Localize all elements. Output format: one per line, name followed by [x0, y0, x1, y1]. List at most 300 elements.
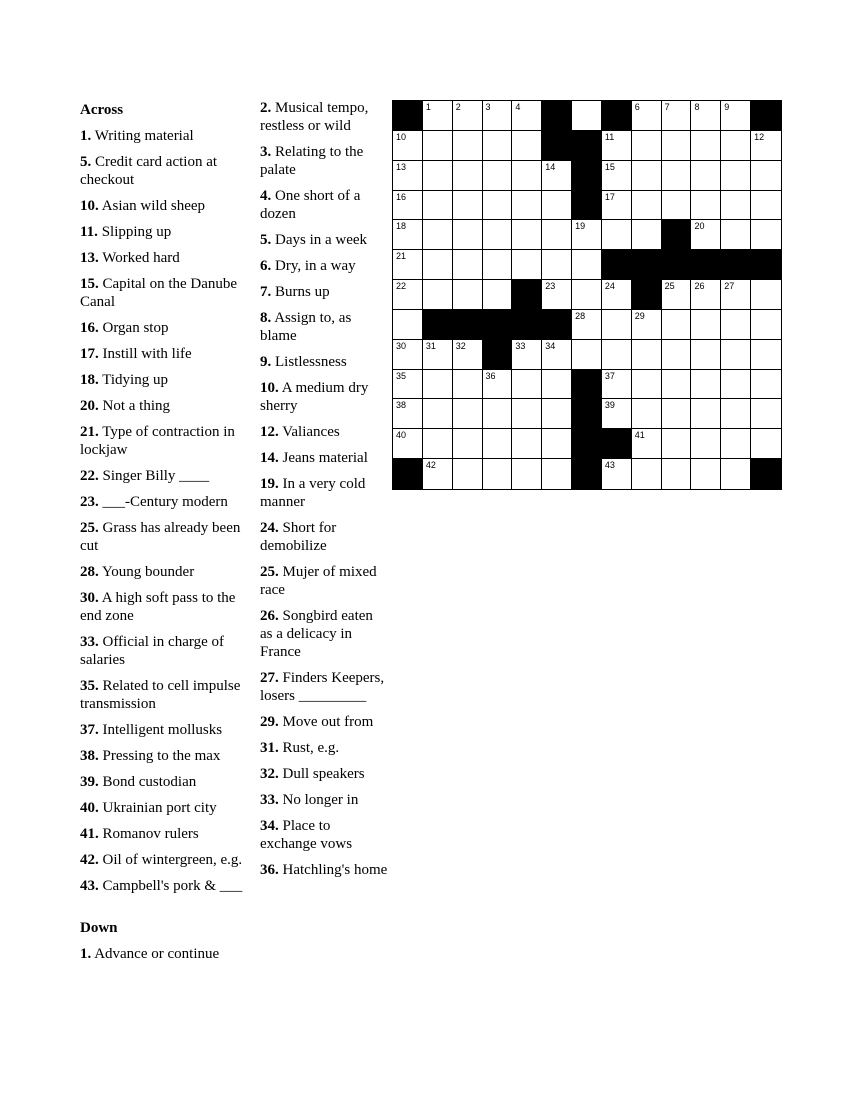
- down-clue: [260, 283, 388, 301]
- cell-number: 37: [604, 370, 615, 381]
- clue-text: Burns up: [275, 284, 330, 300]
- grid-cell[interactable]: [721, 220, 751, 250]
- grid-cell[interactable]: [393, 191, 423, 221]
- cell-number: 18: [396, 221, 407, 232]
- grid-cell[interactable]: [423, 280, 453, 310]
- clue-number: 15.: [80, 276, 99, 292]
- cell-number: 14: [545, 161, 556, 172]
- clue-text: Mujer of mixed race: [260, 564, 377, 598]
- black-square: [572, 191, 602, 221]
- clue-number: 28.: [80, 564, 99, 580]
- grid-cell[interactable]: [751, 161, 781, 191]
- grid-cell[interactable]: [423, 220, 453, 250]
- down-clue-1: 1. Advance or continue: [80, 946, 220, 962]
- clue-number: 25.: [80, 520, 99, 536]
- clue-text: Hatchling's home: [282, 862, 388, 878]
- grid-cell[interactable]: [453, 459, 483, 489]
- grid-cell[interactable]: [512, 429, 542, 459]
- clue-text: Young bounder: [101, 564, 195, 580]
- grid-cell[interactable]: [512, 399, 542, 429]
- clue-text: A medium dry sherry: [260, 380, 369, 414]
- clue-text: Not a thing: [102, 398, 170, 414]
- clue-text: A high soft pass to the end zone: [80, 590, 236, 624]
- cell-number: 29: [634, 310, 645, 321]
- down-clue: [260, 187, 388, 223]
- cell-number: 8: [694, 102, 700, 112]
- across-clue: [80, 423, 252, 459]
- grid-cell[interactable]: [453, 340, 483, 370]
- clue-number: 20.: [80, 398, 99, 414]
- grid-cell[interactable]: [423, 131, 453, 161]
- grid-cell[interactable]: [542, 370, 572, 400]
- black-square: [572, 370, 602, 400]
- clue-number: 26.: [260, 608, 279, 624]
- grid-cell[interactable]: [721, 370, 751, 400]
- grid-cell[interactable]: [691, 191, 721, 221]
- cell-number: 12: [754, 131, 765, 142]
- grid-cell[interactable]: [751, 340, 781, 370]
- grid-cell[interactable]: [691, 280, 721, 310]
- black-square: [453, 310, 483, 340]
- clue-text: In a very cold manner: [260, 476, 366, 510]
- clue-text: Jeans material: [282, 450, 368, 466]
- grid-cell[interactable]: [751, 370, 781, 400]
- across-clue: [80, 345, 252, 363]
- across-clue: [80, 589, 252, 625]
- grid-cell[interactable]: [691, 101, 721, 131]
- clue-text: Singer Billy ____: [102, 468, 210, 484]
- down-clue: [260, 713, 388, 731]
- clue-text: Capital on the Danube Canal: [80, 276, 238, 310]
- across-clue: [80, 467, 252, 485]
- grid-cell[interactable]: [751, 131, 781, 161]
- clue-number: 17.: [80, 346, 99, 362]
- down-clue: [260, 309, 388, 345]
- grid-cell[interactable]: [662, 161, 692, 191]
- grid-cell[interactable]: [751, 220, 781, 250]
- grid-cell[interactable]: [602, 280, 632, 310]
- clue-text: Assign to, as blame: [260, 310, 352, 344]
- grid-cell[interactable]: [453, 101, 483, 131]
- clue-number: 5.: [80, 154, 92, 170]
- grid-cell[interactable]: [662, 399, 692, 429]
- grid-cell[interactable]: [453, 131, 483, 161]
- grid-cell[interactable]: [423, 399, 453, 429]
- grid-cell[interactable]: [572, 101, 602, 131]
- grid-cell[interactable]: [423, 340, 453, 370]
- cell-number: 11: [604, 131, 615, 142]
- cell-number: 32: [455, 340, 466, 351]
- grid-cell[interactable]: [632, 399, 662, 429]
- grid-cell[interactable]: [542, 191, 572, 221]
- clue-number: 42.: [80, 852, 99, 868]
- cell-number: 21: [396, 251, 407, 262]
- clue-number: 38.: [80, 748, 99, 764]
- black-square: [662, 220, 692, 250]
- clue-text: Type of contraction in lockjaw: [80, 424, 235, 458]
- grid-cell[interactable]: [721, 310, 751, 340]
- clue-number: 6.: [260, 258, 272, 274]
- grid-cell[interactable]: [423, 370, 453, 400]
- clue-number: 37.: [80, 722, 99, 738]
- grid-cell[interactable]: [632, 310, 662, 340]
- grid-cell[interactable]: [602, 459, 632, 489]
- grid-cell[interactable]: [632, 340, 662, 370]
- grid-cell[interactable]: [721, 399, 751, 429]
- black-square: [542, 131, 572, 161]
- grid-cell[interactable]: [393, 399, 423, 429]
- grid-cell[interactable]: [632, 459, 662, 489]
- cell-number: 31: [425, 340, 436, 351]
- grid-cell[interactable]: [691, 310, 721, 340]
- down-clue: [260, 143, 388, 179]
- clue-column-left: [80, 99, 252, 971]
- down-clue: [260, 817, 388, 853]
- grid-cell[interactable]: [483, 280, 513, 310]
- clue-text: Days in a week: [275, 232, 368, 248]
- cell-number: 26: [694, 281, 705, 292]
- grid-cell[interactable]: [542, 399, 572, 429]
- grid-cell[interactable]: [393, 161, 423, 191]
- grid-cell[interactable]: [423, 459, 453, 489]
- clue-text: Relating to the palate: [260, 144, 364, 178]
- grid-cell[interactable]: [572, 250, 602, 280]
- cell-number: 40: [396, 430, 407, 441]
- grid-cell[interactable]: [632, 161, 662, 191]
- grid-cell[interactable]: [542, 220, 572, 250]
- grid-cell[interactable]: [632, 429, 662, 459]
- cell-number: 16: [396, 191, 407, 202]
- cell-number: 6: [634, 102, 640, 112]
- black-square: [542, 101, 572, 131]
- black-square: [572, 161, 602, 191]
- grid-cell[interactable]: [393, 340, 423, 370]
- black-square: [393, 101, 423, 131]
- clue-text: No longer in: [282, 792, 359, 808]
- clue-text: Official in charge of salaries: [80, 634, 224, 668]
- clue-text: Songbird eaten as a delicacy in France: [260, 608, 373, 660]
- clue-text: Organ stop: [102, 320, 169, 336]
- grid-cell[interactable]: [602, 131, 632, 161]
- clue-number: 39.: [80, 774, 99, 790]
- grid-cell[interactable]: [632, 370, 662, 400]
- cell-number: 4: [515, 102, 521, 112]
- clue-number: 10.: [80, 198, 99, 214]
- cell-number: 2: [455, 102, 461, 112]
- grid-cell[interactable]: [572, 280, 602, 310]
- black-square: [572, 131, 602, 161]
- across-clue: [80, 319, 252, 337]
- grid-cell[interactable]: [483, 399, 513, 429]
- clue-text: Musical tempo, restless or wild: [260, 100, 369, 134]
- grid-cell[interactable]: [691, 340, 721, 370]
- across-clue: [80, 563, 252, 581]
- black-square: [602, 250, 632, 280]
- clue-number: 12.: [260, 424, 279, 440]
- clue-text: One short of a dozen: [260, 188, 361, 222]
- cell-number: 30: [396, 340, 407, 351]
- grid-cell[interactable]: [512, 101, 542, 131]
- clue-number: 34.: [260, 818, 279, 834]
- grid-cell[interactable]: [393, 220, 423, 250]
- cell-number: 34: [545, 340, 556, 351]
- grid-cell[interactable]: [512, 370, 542, 400]
- grid-cell[interactable]: [691, 429, 721, 459]
- clue-text: Bond custodian: [102, 774, 197, 790]
- grid-cell[interactable]: [662, 131, 692, 161]
- grid-cell[interactable]: [453, 280, 483, 310]
- grid-cell[interactable]: [662, 101, 692, 131]
- clue-number: 2.: [260, 100, 272, 116]
- down-clue: [260, 739, 388, 757]
- down-clue: [260, 423, 388, 441]
- grid-cell[interactable]: [483, 131, 513, 161]
- grid-cell[interactable]: [572, 340, 602, 370]
- grid-cell[interactable]: [453, 191, 483, 221]
- grid-cell[interactable]: [453, 399, 483, 429]
- grid-cell[interactable]: [393, 280, 423, 310]
- black-square: [632, 280, 662, 310]
- grid-cell[interactable]: [691, 459, 721, 489]
- clue-text: Credit card action at checkout: [80, 154, 218, 188]
- across-clue: [80, 877, 252, 895]
- down-clue: [260, 257, 388, 275]
- down-clue: [260, 449, 388, 467]
- grid-cell[interactable]: [721, 191, 751, 221]
- across-clue: [80, 747, 252, 765]
- black-square: [512, 280, 542, 310]
- clue-number: 30.: [80, 590, 99, 606]
- grid-cell[interactable]: [512, 191, 542, 221]
- cell-number: 38: [396, 400, 407, 411]
- cell-number: 3: [485, 102, 491, 112]
- grid-cell[interactable]: [483, 250, 513, 280]
- clue-number: 29.: [260, 714, 279, 730]
- clue-number: 13.: [80, 250, 99, 266]
- grid-cell[interactable]: [751, 191, 781, 221]
- grid-cell[interactable]: [691, 131, 721, 161]
- black-square: [393, 459, 423, 489]
- across-clue: [80, 493, 252, 511]
- clue-number: 43.: [80, 878, 99, 894]
- grid-cell[interactable]: [602, 310, 632, 340]
- across-clue: [80, 773, 252, 791]
- grid-cell[interactable]: [721, 459, 751, 489]
- cell-number: 39: [604, 400, 615, 411]
- cell-number: 23: [545, 281, 556, 292]
- clue-number: 35.: [80, 678, 99, 694]
- grid-cell[interactable]: [721, 429, 751, 459]
- clue-number: 22.: [80, 468, 99, 484]
- across-clue: [80, 275, 252, 311]
- grid-cell[interactable]: [751, 429, 781, 459]
- clue-text: Ukrainian port city: [102, 800, 217, 816]
- clue-number: 18.: [80, 372, 99, 388]
- grid-cell[interactable]: [393, 370, 423, 400]
- clue-text: Slipping up: [101, 224, 172, 240]
- down-clue: [260, 669, 388, 705]
- cell-number: 17: [604, 191, 615, 202]
- grid-cell[interactable]: [542, 429, 572, 459]
- grid-cell[interactable]: [453, 220, 483, 250]
- grid-cell[interactable]: [453, 370, 483, 400]
- black-square: [572, 459, 602, 489]
- grid-cell[interactable]: [602, 340, 632, 370]
- grid-cell[interactable]: [453, 429, 483, 459]
- grid-cell[interactable]: [423, 101, 453, 131]
- black-square: [721, 250, 751, 280]
- grid-cell[interactable]: [632, 220, 662, 250]
- across-clue: [80, 127, 252, 145]
- cell-number: 35: [396, 370, 407, 381]
- grid-cell[interactable]: [632, 191, 662, 221]
- black-square: [483, 340, 513, 370]
- down-clue: [260, 99, 388, 135]
- grid-cell[interactable]: [602, 370, 632, 400]
- grid-cell[interactable]: [721, 161, 751, 191]
- clue-number: 16.: [80, 320, 99, 336]
- grid-cell[interactable]: [512, 161, 542, 191]
- grid-cell[interactable]: [572, 220, 602, 250]
- across-clue: [80, 153, 252, 189]
- down-clue: [260, 353, 388, 371]
- grid-cell[interactable]: [751, 399, 781, 429]
- black-square: [572, 399, 602, 429]
- down-clue: [260, 519, 388, 555]
- down-clue: [260, 563, 388, 599]
- grid-cell[interactable]: [662, 429, 692, 459]
- clue-text: Move out from: [282, 714, 374, 730]
- clue-number: 33.: [260, 792, 279, 808]
- grid-cell[interactable]: [483, 220, 513, 250]
- grid-cell[interactable]: [662, 191, 692, 221]
- across-clue: [80, 197, 252, 215]
- grid-cell[interactable]: [721, 131, 751, 161]
- grid-cell[interactable]: [542, 250, 572, 280]
- grid-cell[interactable]: [423, 161, 453, 191]
- grid-cell[interactable]: [662, 280, 692, 310]
- grid-cell[interactable]: [423, 191, 453, 221]
- grid-cell[interactable]: [542, 340, 572, 370]
- clue-number: 32.: [260, 766, 279, 782]
- cell-number: 13: [396, 161, 407, 172]
- grid-cell[interactable]: [542, 161, 572, 191]
- cell-number: 25: [664, 281, 675, 292]
- grid-cell[interactable]: [483, 370, 513, 400]
- grid-cell[interactable]: [393, 131, 423, 161]
- across-clue: [80, 519, 252, 555]
- across-clue: [80, 397, 252, 415]
- grid-cell[interactable]: [751, 310, 781, 340]
- black-square: [542, 310, 572, 340]
- grid-cell[interactable]: [483, 191, 513, 221]
- clue-number: 14.: [260, 450, 279, 466]
- cell-number: 41: [634, 430, 645, 441]
- grid-cell[interactable]: [691, 370, 721, 400]
- black-square: [602, 101, 632, 131]
- black-square: [572, 429, 602, 459]
- grid-cell[interactable]: [512, 340, 542, 370]
- clue-number: 33.: [80, 634, 99, 650]
- grid-cell[interactable]: [721, 280, 751, 310]
- grid-cell[interactable]: [662, 340, 692, 370]
- grid-cell[interactable]: [423, 429, 453, 459]
- grid-cell[interactable]: [512, 131, 542, 161]
- grid-cell[interactable]: [453, 250, 483, 280]
- grid-cell[interactable]: [512, 250, 542, 280]
- black-square: [423, 310, 453, 340]
- down-clue: [260, 231, 388, 249]
- grid-cell[interactable]: [423, 250, 453, 280]
- clue-text: Oil of wintergreen, e.g.: [102, 852, 243, 868]
- grid-cell[interactable]: [393, 250, 423, 280]
- grid-cell[interactable]: [662, 459, 692, 489]
- black-square: [751, 101, 781, 131]
- grid-cell[interactable]: [662, 310, 692, 340]
- clue-number: 9.: [260, 354, 272, 370]
- cell-number: 36: [485, 370, 496, 381]
- across-clue: [80, 371, 252, 389]
- black-square: [483, 310, 513, 340]
- grid-cell[interactable]: [483, 459, 513, 489]
- cell-number: 10: [396, 131, 407, 142]
- grid-cell[interactable]: [602, 399, 632, 429]
- grid-cell[interactable]: [483, 429, 513, 459]
- clue-text: Intelligent mollusks: [102, 722, 223, 738]
- grid-cell[interactable]: [602, 191, 632, 221]
- grid-cell[interactable]: [542, 280, 572, 310]
- clue-column-right: [260, 99, 388, 887]
- across-clue: [80, 249, 252, 267]
- clue-text: Valiances: [282, 424, 340, 440]
- grid-cell[interactable]: [632, 101, 662, 131]
- grid-cell[interactable]: [393, 429, 423, 459]
- grid-cell[interactable]: [572, 310, 602, 340]
- cell-number: 27: [724, 281, 735, 292]
- grid-cell[interactable]: [721, 101, 751, 131]
- across-clue: [80, 851, 252, 869]
- cell-number: 19: [575, 221, 586, 232]
- across-clue: [80, 223, 252, 241]
- grid-cell[interactable]: [512, 459, 542, 489]
- grid-cell[interactable]: [393, 310, 423, 340]
- grid-cell[interactable]: [662, 370, 692, 400]
- grid-cell[interactable]: [483, 161, 513, 191]
- clue-number: 11.: [80, 224, 98, 240]
- cell-number: 43: [604, 460, 615, 471]
- grid-cell[interactable]: [512, 220, 542, 250]
- down-clue: [260, 861, 388, 879]
- grid-cell[interactable]: [542, 459, 572, 489]
- down-clue: [260, 607, 388, 661]
- down-heading: Down: [80, 920, 118, 936]
- grid-cell[interactable]: [453, 161, 483, 191]
- grid-cell[interactable]: [691, 161, 721, 191]
- grid-cell[interactable]: [602, 220, 632, 250]
- clue-number: 4.: [260, 188, 272, 204]
- grid-cell[interactable]: [721, 340, 751, 370]
- clue-text: Asian wild sheep: [101, 198, 206, 214]
- clue-number: 25.: [260, 564, 279, 580]
- grid-cell[interactable]: [751, 280, 781, 310]
- grid-cell[interactable]: [691, 399, 721, 429]
- grid-cell[interactable]: [483, 101, 513, 131]
- grid-cell[interactable]: [632, 131, 662, 161]
- grid-cell[interactable]: [602, 161, 632, 191]
- cell-number: 22: [396, 281, 407, 292]
- down-clue: [260, 791, 388, 809]
- grid-cell[interactable]: [691, 220, 721, 250]
